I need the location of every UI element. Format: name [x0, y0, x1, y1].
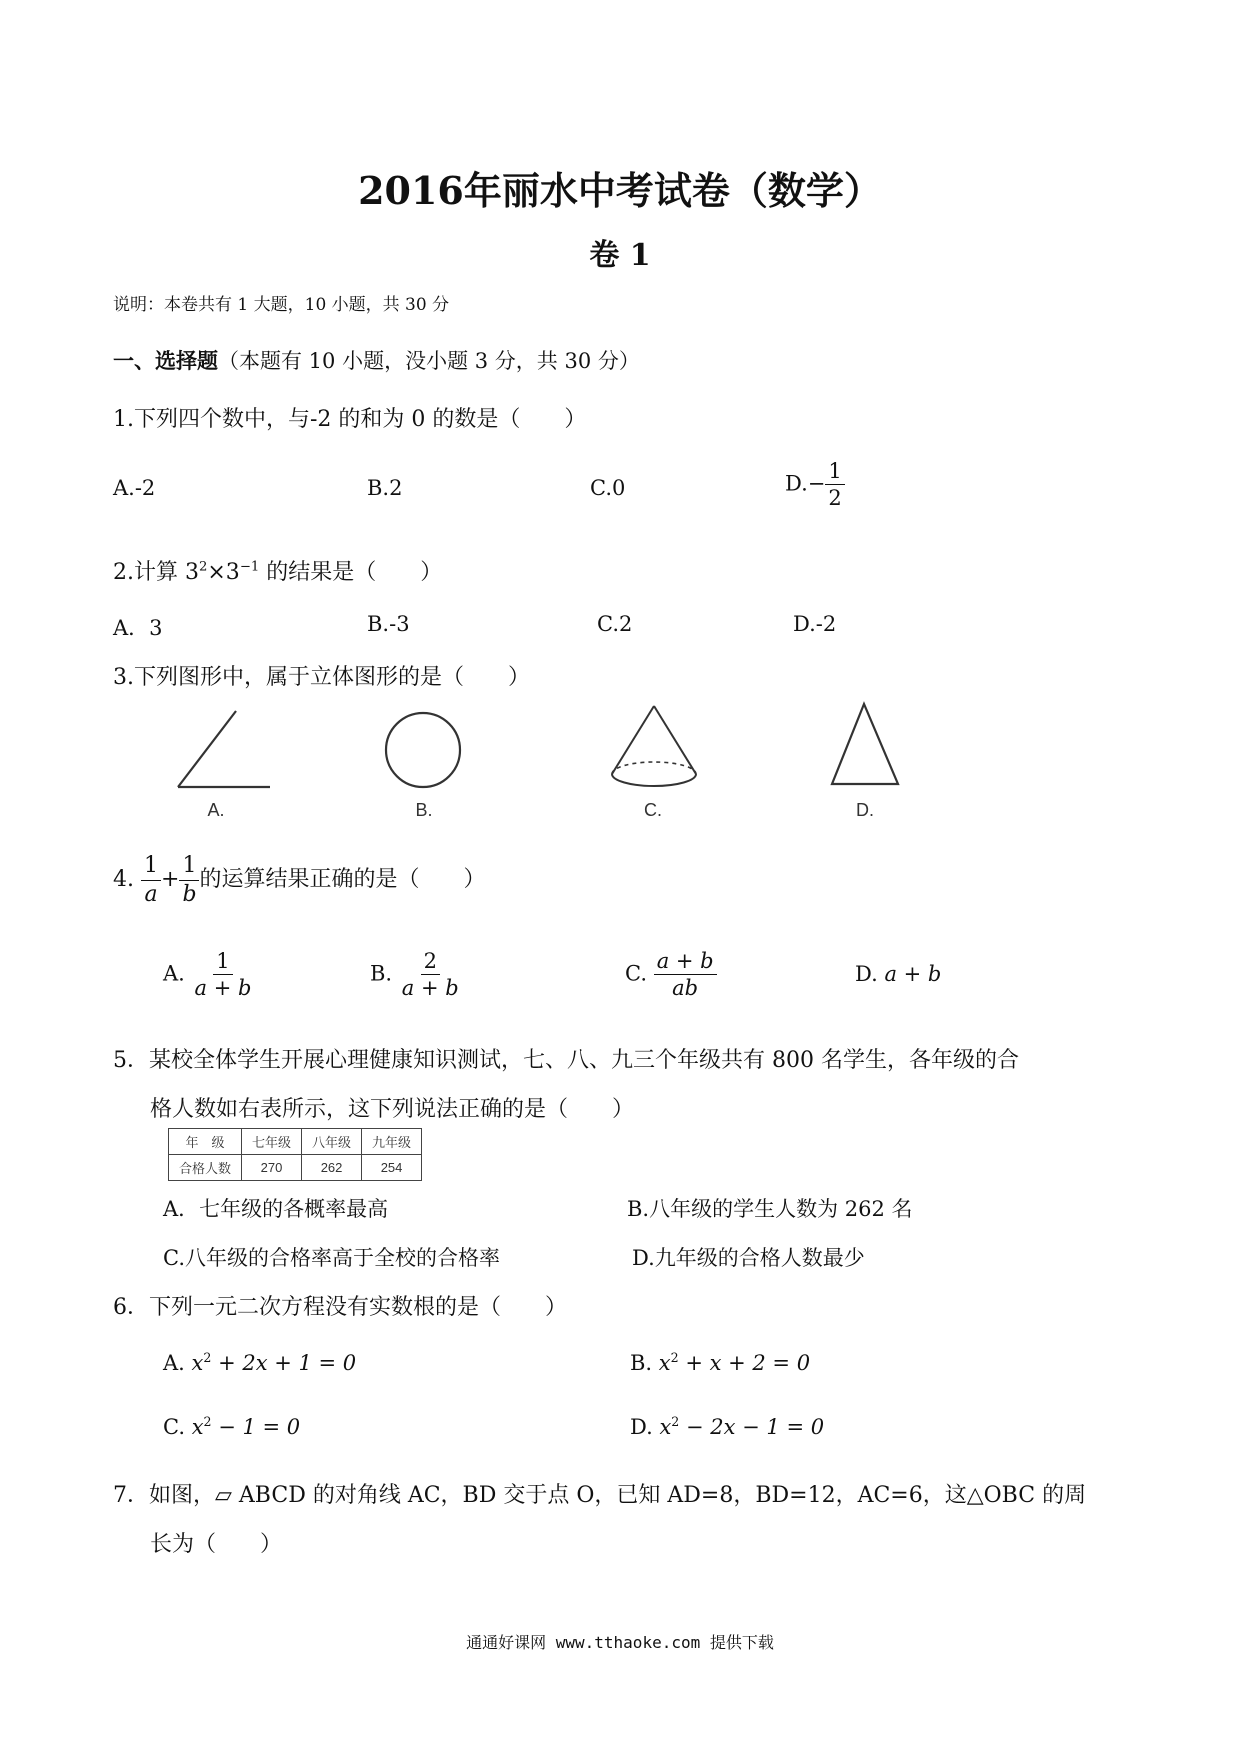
page-footer: 通通好课网 www.tthaoke.com 提供下载 [466, 1633, 774, 1652]
q6-a-pre: x [191, 1351, 204, 1375]
q5-option-b: B.八年级的学生人数为 262 名 [627, 1197, 913, 1221]
q5-line-1: 5．某校全体学生开展心理健康知识测试，七、八、九三个年级共有 800 名学生，各年级的合 [113, 1048, 1019, 1073]
q6-c-post: − 1 = 0 [211, 1415, 301, 1439]
q6-b-exp: 2 [670, 1350, 679, 1365]
q2-stem [113, 555, 442, 586]
table-cell: 年 级 [169, 1129, 242, 1155]
q4-c-num: a + b [654, 948, 717, 975]
q6-a-post: + 2x + 1 = 0 [211, 1351, 357, 1375]
q4-a-label: A. [163, 961, 185, 986]
q6-option-a [163, 1350, 356, 1375]
q3-label-d: D. [856, 800, 874, 820]
q4-plus: + [161, 867, 180, 892]
q1-d-fraction [825, 458, 844, 512]
q3-stem: 3.下列图形中，属于立体图形的是（ ） [113, 665, 530, 690]
q4-b-den: a + b [401, 976, 459, 1001]
q4-option-c [625, 948, 717, 1002]
q6-option-c [163, 1414, 300, 1439]
q4-a-num: 1 [213, 948, 232, 975]
q4-fraction-1 [141, 852, 161, 908]
q6-d-post: − 2x − 1 = 0 [679, 1415, 825, 1439]
q6-d-label: D. [630, 1415, 653, 1439]
section-heading [113, 345, 640, 375]
q6-a-exp: 2 [203, 1350, 212, 1365]
q6-a-label: A. [163, 1351, 185, 1375]
q4-a-fraction [192, 948, 255, 1002]
q1-d-den: 2 [828, 486, 842, 511]
q1-option-b: B.2 [367, 476, 403, 500]
q4-a-den: a + b [194, 976, 252, 1001]
q4-option-d [855, 962, 941, 986]
q4-d-label: D. [855, 962, 878, 986]
q2-option-b: B.-3 [367, 612, 410, 636]
q3-figure-triangle [820, 700, 910, 800]
q2-option-a: A．3 [113, 616, 163, 640]
q4-f2-num: 1 [179, 852, 199, 881]
q6-c-pre: x [191, 1415, 204, 1439]
q1-d-num: 1 [825, 458, 844, 485]
q3-label-a: A. [207, 800, 225, 820]
q4-d-text: a + b [884, 962, 942, 986]
q1-stem: 1.下列四个数中，与-2 的和为 0 的数是（ ） [113, 407, 587, 432]
q6-stem: 6．下列一元二次方程没有实数根的是（ ） [113, 1295, 567, 1320]
paper-subtitle: 卷 1 [589, 238, 651, 273]
q3-label-b: B. [415, 800, 433, 820]
table-cell: 254 [362, 1155, 422, 1181]
table-cell: 七年级 [242, 1129, 302, 1155]
q2-option-d: D.-2 [793, 612, 837, 636]
q4-option-b [370, 948, 462, 1002]
section-desc: （本题有 10 小题，没小题 3 分，共 30 分） [218, 349, 640, 373]
q3-figure-cone [600, 700, 710, 800]
q1-d-sign: − [807, 471, 826, 496]
q6-b-label: B. [630, 1351, 653, 1375]
q2-exp2: −1 [239, 559, 260, 575]
q4-b-num: 2 [421, 948, 440, 975]
q4-f1-num: 1 [141, 852, 161, 881]
q6-b-post: + x + 2 = 0 [678, 1351, 811, 1375]
table-cell: 262 [302, 1155, 362, 1181]
q2-pre: 2.计算 3 [113, 560, 199, 585]
q4-f2-den: b [182, 881, 197, 907]
q4-c-fraction [654, 948, 717, 1002]
q1-option-d [785, 458, 845, 512]
q2-mid: ×3 [207, 560, 240, 585]
q4-f1-den: a [144, 881, 158, 907]
q2-option-c: C.2 [597, 612, 633, 636]
q6-c-exp: 2 [203, 1414, 212, 1429]
q4-c-den: ab [672, 976, 699, 1001]
table-cell: 合格人数 [169, 1155, 242, 1181]
q6-c-label: C. [163, 1415, 185, 1439]
q1-option-a: A.-2 [113, 476, 156, 500]
table-cell: 270 [242, 1155, 302, 1181]
q5-option-d: D.九年级的合格人数最少 [632, 1246, 865, 1270]
q7-line-1: 7．如图，▱ ABCD 的对角线 AC，BD 交于点 O，已知 AD=8，BD=12，AC=6，这△OBC 的周 [113, 1483, 1087, 1508]
table-cell: 八年级 [302, 1129, 362, 1155]
q7-line-2: 长为（ ） [150, 1532, 283, 1557]
q4-suffix: 的运算结果正确的是（ ） [199, 867, 486, 892]
table-row [169, 1155, 422, 1181]
q5-option-c: C.八年级的合格率高于全校的合格率 [163, 1246, 500, 1270]
q4-c-label: C. [625, 961, 647, 986]
q4-prefix: 4. [113, 867, 134, 892]
q4-option-a [163, 948, 254, 1002]
q3-label-c: C. [644, 800, 662, 820]
paper-note: 说明：本卷共有 1 大题，10 小题，共 30 分 [113, 295, 450, 315]
q3-figure-angle [170, 705, 280, 815]
q4-b-label: B. [370, 961, 393, 986]
q6-b-pre: x [658, 1351, 671, 1375]
q3-figure-circle [375, 705, 475, 805]
q6-d-exp: 2 [671, 1414, 680, 1429]
q6-d-pre: x [659, 1415, 672, 1439]
table-cell: 九年级 [362, 1129, 422, 1155]
q2-exp1: 2 [198, 559, 208, 575]
q6-option-d [630, 1414, 824, 1439]
q4-stem [113, 852, 486, 908]
q4-b-fraction [399, 948, 462, 1002]
q6-option-b [630, 1350, 810, 1375]
section-name: 一、选择题 [113, 348, 218, 373]
q2-post: 的结果是（ ） [259, 560, 443, 585]
q1-d-prefix: D. [785, 471, 808, 496]
table-row [169, 1129, 422, 1155]
q5-line-2: 格人数如右表所示，这下列说法正确的是（ ） [150, 1097, 635, 1122]
q5-table [168, 1128, 422, 1181]
q4-fraction-2 [179, 852, 199, 908]
page-title: 2016年丽水中考试卷（数学） [358, 168, 882, 213]
q1-option-c: C.0 [590, 476, 626, 500]
q5-option-a: A．七年级的各概率最高 [163, 1197, 389, 1221]
